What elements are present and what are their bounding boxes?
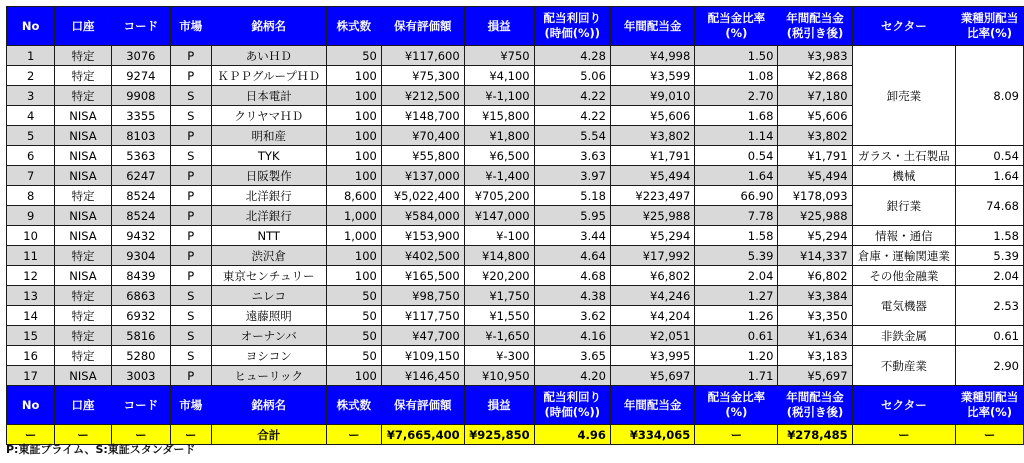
cell-value: ¥98,750	[381, 286, 464, 306]
col-header-sector-ratio	[956, 7, 1024, 46]
cell-after-tax: ¥178,093	[778, 186, 852, 206]
table-row	[7, 146, 1024, 166]
cell-pl: ¥14,800	[464, 246, 534, 266]
cell-sector: ガラス・土石製品	[852, 146, 956, 166]
total-label: 合計	[211, 425, 326, 445]
cell-yield: 5.54	[534, 126, 610, 146]
table-row	[7, 286, 1024, 306]
cell-annual-div: ¥3,802	[610, 126, 694, 146]
cell-shares: 100	[326, 266, 381, 286]
col-header-after-tax-line2: (税引き後)	[786, 26, 844, 40]
col-footer-yield-line2: (時価(%))	[544, 405, 601, 419]
cell-code: 9274	[111, 66, 170, 86]
col-footer-code: コード	[111, 386, 170, 425]
cell-name: 日本電計	[211, 86, 326, 106]
col-header-market: 市場	[171, 7, 212, 46]
col-header-sector-ratio-line2: 比率(%)	[967, 26, 1013, 40]
cell-value: ¥55,800	[381, 146, 464, 166]
cell-market: P	[171, 206, 212, 226]
cell-account: NISA	[55, 126, 112, 146]
cell-shares: 100	[326, 126, 381, 146]
cell-sector-ratio: 1.58	[956, 226, 1024, 246]
cell-annual-div: ¥4,998	[610, 46, 694, 66]
total-dash-market: ー	[171, 425, 212, 445]
cell-code: 9304	[111, 246, 170, 266]
table-row	[7, 226, 1024, 246]
cell-shares: 100	[326, 366, 381, 386]
cell-no: 12	[7, 266, 55, 286]
cell-code: 6247	[111, 166, 170, 186]
cell-pl: ¥705,200	[464, 186, 534, 206]
cell-name: 渋沢倉	[211, 246, 326, 266]
cell-account: 特定	[55, 186, 112, 206]
total-dash-code: ー	[111, 425, 170, 445]
cell-after-tax: ¥1,791	[778, 146, 852, 166]
cell-pl: ¥-1,100	[464, 86, 534, 106]
table-row	[7, 326, 1024, 346]
cell-market: S	[171, 286, 212, 306]
cell-market: P	[171, 366, 212, 386]
cell-market: P	[171, 226, 212, 246]
cell-market: P	[171, 46, 212, 66]
cell-sector-ratio: 2.53	[956, 286, 1024, 326]
cell-after-tax: ¥14,337	[778, 246, 852, 266]
cell-account: 特定	[55, 326, 112, 346]
col-footer-shares: 株式数	[326, 386, 381, 425]
cell-name: 日阪製作	[211, 166, 326, 186]
cell-annual-div: ¥3,599	[610, 66, 694, 86]
cell-after-tax: ¥3,350	[778, 306, 852, 326]
cell-value: ¥153,900	[381, 226, 464, 246]
col-header-sector: セクター	[852, 7, 956, 46]
col-footer-pl: 損益	[464, 386, 534, 425]
cell-no: 8	[7, 186, 55, 206]
cell-yield: 4.38	[534, 286, 610, 306]
cell-code: 9908	[111, 86, 170, 106]
cell-market: P	[171, 186, 212, 206]
cell-shares: 100	[326, 246, 381, 266]
total-dash-no: ー	[7, 425, 55, 445]
cell-market: P	[171, 246, 212, 266]
cell-name: 北洋銀行	[211, 206, 326, 226]
cell-code: 5816	[111, 326, 170, 346]
cell-market: S	[171, 146, 212, 166]
cell-account: NISA	[55, 146, 112, 166]
cell-after-tax: ¥5,294	[778, 226, 852, 246]
cell-after-tax: ¥5,494	[778, 166, 852, 186]
cell-yield: 5.18	[534, 186, 610, 206]
cell-code: 3003	[111, 366, 170, 386]
col-footer-sector: セクター	[852, 386, 956, 425]
cell-ratio: 1.08	[695, 66, 778, 86]
cell-after-tax: ¥25,988	[778, 206, 852, 226]
cell-annual-div: ¥223,497	[610, 186, 694, 206]
cell-ratio: 1.27	[695, 286, 778, 306]
cell-market: P	[171, 66, 212, 86]
cell-sector-ratio: 2.90	[956, 346, 1024, 386]
cell-pl: ¥1,800	[464, 126, 534, 146]
cell-yield: 4.16	[534, 326, 610, 346]
cell-value: ¥402,500	[381, 246, 464, 266]
total-dash-account: ー	[55, 425, 112, 445]
cell-account: 特定	[55, 246, 112, 266]
cell-ratio: 1.68	[695, 106, 778, 126]
cell-code: 8103	[111, 126, 170, 146]
col-footer-yield-line1: 配当利回り	[543, 390, 601, 404]
cell-market: S	[171, 86, 212, 106]
cell-sector-ratio: 8.09	[956, 46, 1024, 146]
cell-no: 1	[7, 46, 55, 66]
col-footer-market: 市場	[171, 386, 212, 425]
col-header-yield-line2: (時価(%))	[544, 26, 601, 40]
cell-shares: 100	[326, 86, 381, 106]
total-value: ¥7,665,400	[381, 425, 464, 445]
cell-sector: 非鉄金属	[852, 326, 956, 346]
table-row	[7, 266, 1024, 286]
col-footer-after-tax-line1: 年間配当金	[786, 390, 844, 404]
cell-name: 北洋銀行	[211, 186, 326, 206]
total-dash-shares: ー	[326, 425, 381, 445]
col-footer-after-tax-line2: (税引き後)	[786, 405, 844, 419]
cell-yield: 5.06	[534, 66, 610, 86]
cell-after-tax: ¥6,802	[778, 266, 852, 286]
cell-code: 5363	[111, 146, 170, 166]
cell-code: 8524	[111, 206, 170, 226]
cell-pl: ¥15,800	[464, 106, 534, 126]
cell-annual-div: ¥25,988	[610, 206, 694, 226]
cell-annual-div: ¥5,697	[610, 366, 694, 386]
cell-ratio: 7.78	[695, 206, 778, 226]
cell-value: ¥212,500	[381, 86, 464, 106]
cell-no: 15	[7, 326, 55, 346]
cell-account: 特定	[55, 286, 112, 306]
col-footer-name: 銘柄名	[211, 386, 326, 425]
cell-yield: 4.28	[534, 46, 610, 66]
cell-account: NISA	[55, 266, 112, 286]
cell-account: 特定	[55, 66, 112, 86]
cell-name: ヨシコン	[211, 346, 326, 366]
cell-code: 6932	[111, 306, 170, 326]
cell-name: 遠藤照明	[211, 306, 326, 326]
cell-value: ¥70,400	[381, 126, 464, 146]
col-header-name: 銘柄名	[211, 7, 326, 46]
cell-no: 11	[7, 246, 55, 266]
col-footer-value: 保有評価額	[381, 386, 464, 425]
cell-name: クリヤマＨＤ	[211, 106, 326, 126]
cell-code: 8524	[111, 186, 170, 206]
cell-market: S	[171, 346, 212, 366]
col-header-account: 口座	[55, 7, 112, 46]
cell-no: 14	[7, 306, 55, 326]
cell-annual-div: ¥1,791	[610, 146, 694, 166]
col-header-after-tax-line1: 年間配当金	[786, 11, 844, 25]
cell-name: ＫＰＰグループＨＤ	[211, 66, 326, 86]
col-footer-no: No	[7, 386, 55, 425]
cell-name: あいＨＤ	[211, 46, 326, 66]
cell-annual-div: ¥5,494	[610, 166, 694, 186]
cell-name: 東京センチュリー	[211, 266, 326, 286]
cell-sector: 卸売業	[852, 46, 956, 146]
cell-value: ¥117,750	[381, 306, 464, 326]
cell-code: 3355	[111, 106, 170, 126]
cell-shares: 50	[326, 326, 381, 346]
cell-yield: 4.68	[534, 266, 610, 286]
cell-value: ¥109,150	[381, 346, 464, 366]
cell-no: 13	[7, 286, 55, 306]
cell-annual-div: ¥6,802	[610, 266, 694, 286]
cell-account: NISA	[55, 106, 112, 126]
cell-yield: 4.64	[534, 246, 610, 266]
cell-ratio: 1.26	[695, 306, 778, 326]
col-header-value: 保有評価額	[381, 7, 464, 46]
cell-shares: 100	[326, 66, 381, 86]
cell-shares: 8,600	[326, 186, 381, 206]
cell-no: 3	[7, 86, 55, 106]
total-yield: 4.96	[534, 425, 610, 445]
market-footnote: P:東証プライム、S:東証スタンダード	[6, 443, 196, 456]
cell-account: 特定	[55, 346, 112, 366]
cell-no: 6	[7, 146, 55, 166]
cell-sector: 情報・通信	[852, 226, 956, 246]
col-header-ratio-line2: (%)	[725, 26, 748, 40]
cell-account: NISA	[55, 206, 112, 226]
cell-market: S	[171, 306, 212, 326]
cell-yield: 4.22	[534, 86, 610, 106]
total-pl: ¥925,850	[464, 425, 534, 445]
cell-name: オーナンバ	[211, 326, 326, 346]
table-row	[7, 346, 1024, 366]
cell-yield: 4.20	[534, 366, 610, 386]
cell-pl: ¥20,200	[464, 266, 534, 286]
cell-no: 10	[7, 226, 55, 246]
cell-yield: 5.95	[534, 206, 610, 226]
cell-shares: 100	[326, 166, 381, 186]
cell-annual-div: ¥3,995	[610, 346, 694, 366]
cell-after-tax: ¥5,697	[778, 366, 852, 386]
col-header-sector-ratio-line1: 業種別配当	[960, 11, 1019, 25]
cell-ratio: 0.54	[695, 146, 778, 166]
cell-shares: 1,000	[326, 226, 381, 246]
cell-no: 17	[7, 366, 55, 386]
cell-value: ¥148,700	[381, 106, 464, 126]
cell-annual-div: ¥5,606	[610, 106, 694, 126]
cell-no: 4	[7, 106, 55, 126]
cell-annual-div: ¥4,246	[610, 286, 694, 306]
cell-name: TYK	[211, 146, 326, 166]
cell-account: NISA	[55, 226, 112, 246]
cell-after-tax: ¥3,983	[778, 46, 852, 66]
cell-pl: ¥750	[464, 46, 534, 66]
total-dash-ratio: ー	[695, 425, 778, 445]
cell-value: ¥584,000	[381, 206, 464, 226]
cell-annual-div: ¥4,204	[610, 306, 694, 326]
cell-shares: 1,000	[326, 206, 381, 226]
table-row	[7, 186, 1024, 206]
cell-pl: ¥-100	[464, 226, 534, 246]
col-header-yield-line1: 配当利回り	[543, 11, 601, 25]
cell-account: 特定	[55, 306, 112, 326]
cell-yield: 3.62	[534, 306, 610, 326]
cell-shares: 100	[326, 106, 381, 126]
col-header-ratio	[695, 7, 778, 46]
cell-code: 5280	[111, 346, 170, 366]
cell-sector: 倉庫・運輸関連業	[852, 246, 956, 266]
cell-annual-div: ¥2,051	[610, 326, 694, 346]
cell-ratio: 2.04	[695, 266, 778, 286]
cell-yield: 3.44	[534, 226, 610, 246]
cell-pl: ¥4,100	[464, 66, 534, 86]
col-header-code: コード	[111, 7, 170, 46]
cell-no: 7	[7, 166, 55, 186]
cell-yield: 3.97	[534, 166, 610, 186]
cell-annual-div: ¥17,992	[610, 246, 694, 266]
cell-pl: ¥6,500	[464, 146, 534, 166]
cell-name: ニレコ	[211, 286, 326, 306]
total-annual-div: ¥334,065	[610, 425, 694, 445]
cell-ratio: 1.50	[695, 46, 778, 66]
cell-value: ¥117,600	[381, 46, 464, 66]
col-header-shares: 株式数	[326, 7, 381, 46]
cell-ratio: 1.58	[695, 226, 778, 246]
cell-ratio: 1.14	[695, 126, 778, 146]
cell-market: P	[171, 266, 212, 286]
cell-no: 2	[7, 66, 55, 86]
cell-sector-ratio: 2.04	[956, 266, 1024, 286]
total-dash-sector: ー	[852, 425, 956, 445]
cell-account: 特定	[55, 46, 112, 66]
col-header-after-tax	[778, 7, 852, 46]
cell-value: ¥137,000	[381, 166, 464, 186]
cell-account: 特定	[55, 86, 112, 106]
cell-after-tax: ¥1,634	[778, 326, 852, 346]
col-footer-ratio-line2: (%)	[725, 405, 748, 419]
cell-code: 9432	[111, 226, 170, 246]
cell-sector: 機械	[852, 166, 956, 186]
cell-ratio: 1.64	[695, 166, 778, 186]
dividend-portfolio-table	[6, 6, 1024, 445]
cell-shares: 50	[326, 286, 381, 306]
cell-pl: ¥1,550	[464, 306, 534, 326]
cell-pl: ¥-1,400	[464, 166, 534, 186]
footer-header-row	[7, 386, 1024, 425]
cell-pl: ¥1,750	[464, 286, 534, 306]
col-footer-account: 口座	[55, 386, 112, 425]
cell-market: S	[171, 326, 212, 346]
cell-after-tax: ¥3,384	[778, 286, 852, 306]
col-footer-ratio-line1: 配当金比率	[707, 390, 766, 404]
cell-no: 16	[7, 346, 55, 366]
cell-sector: その他金融業	[852, 266, 956, 286]
cell-shares: 50	[326, 346, 381, 366]
table-row	[7, 246, 1024, 266]
cell-sector: 銀行業	[852, 186, 956, 226]
cell-market: P	[171, 126, 212, 146]
cell-after-tax: ¥3,183	[778, 346, 852, 366]
cell-annual-div: ¥9,010	[610, 86, 694, 106]
cell-value: ¥5,022,400	[381, 186, 464, 206]
col-header-annual-div: 年間配当金	[610, 7, 694, 46]
col-header-yield	[534, 7, 610, 46]
table-row	[7, 166, 1024, 186]
cell-ratio: 1.20	[695, 346, 778, 366]
cell-after-tax: ¥3,802	[778, 126, 852, 146]
cell-sector-ratio: 5.39	[956, 246, 1024, 266]
cell-ratio: 1.71	[695, 366, 778, 386]
cell-sector-ratio: 74.68	[956, 186, 1024, 226]
cell-code: 6863	[111, 286, 170, 306]
cell-after-tax: ¥5,606	[778, 106, 852, 126]
cell-value: ¥75,300	[381, 66, 464, 86]
cell-pl: ¥-1,650	[464, 326, 534, 346]
table-row	[7, 46, 1024, 66]
cell-market: P	[171, 166, 212, 186]
cell-sector: 電気機器	[852, 286, 956, 326]
cell-no: 9	[7, 206, 55, 226]
header-row	[7, 7, 1024, 46]
total-dash-sector-ratio: ー	[956, 425, 1024, 445]
cell-pl: ¥10,950	[464, 366, 534, 386]
cell-annual-div: ¥5,294	[610, 226, 694, 246]
cell-name: NTT	[211, 226, 326, 246]
cell-after-tax: ¥2,868	[778, 66, 852, 86]
cell-sector-ratio: 0.61	[956, 326, 1024, 346]
cell-code: 8439	[111, 266, 170, 286]
col-footer-after-tax	[778, 386, 852, 425]
cell-shares: 50	[326, 46, 381, 66]
cell-value: ¥47,700	[381, 326, 464, 346]
col-footer-sector-ratio-line2: 比率(%)	[967, 405, 1013, 419]
col-header-ratio-line1: 配当金比率	[707, 11, 766, 25]
cell-name: 明和産	[211, 126, 326, 146]
cell-name: ヒューリック	[211, 366, 326, 386]
cell-yield: 3.65	[534, 346, 610, 366]
cell-ratio: 66.90	[695, 186, 778, 206]
cell-yield: 4.22	[534, 106, 610, 126]
cell-pl: ¥-300	[464, 346, 534, 366]
cell-market: S	[171, 106, 212, 126]
cell-ratio: 2.70	[695, 86, 778, 106]
col-header-no: No	[7, 7, 55, 46]
cell-sector: 不動産業	[852, 346, 956, 386]
col-footer-sector-ratio	[956, 386, 1024, 425]
col-footer-ratio	[695, 386, 778, 425]
cell-no: 5	[7, 126, 55, 146]
cell-pl: ¥147,000	[464, 206, 534, 226]
col-header-pl: 損益	[464, 7, 534, 46]
cell-sector-ratio: 1.64	[956, 166, 1024, 186]
cell-yield: 3.63	[534, 146, 610, 166]
cell-ratio: 5.39	[695, 246, 778, 266]
col-footer-yield	[534, 386, 610, 425]
cell-shares: 100	[326, 146, 381, 166]
cell-value: ¥146,450	[381, 366, 464, 386]
cell-account: NISA	[55, 366, 112, 386]
cell-sector-ratio: 0.54	[956, 146, 1024, 166]
cell-account: NISA	[55, 166, 112, 186]
cell-after-tax: ¥7,180	[778, 86, 852, 106]
col-footer-annual-div: 年間配当金	[610, 386, 694, 425]
cell-shares: 50	[326, 306, 381, 326]
col-footer-sector-ratio-line1: 業種別配当	[960, 390, 1019, 404]
total-after-tax: ¥278,485	[778, 425, 852, 445]
cell-code: 3076	[111, 46, 170, 66]
cell-ratio: 0.61	[695, 326, 778, 346]
cell-value: ¥165,500	[381, 266, 464, 286]
